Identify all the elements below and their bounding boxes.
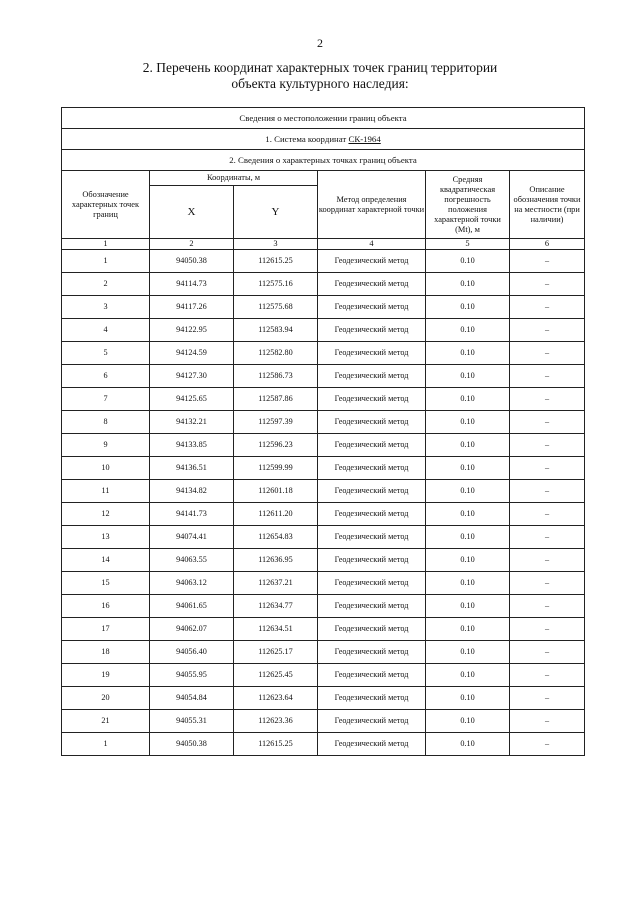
y-cell: 112599.99 — [234, 457, 318, 480]
coordinates-table — [61, 107, 585, 756]
description-cell: – — [510, 250, 585, 273]
description-cell: – — [510, 434, 585, 457]
description-cell: – — [510, 710, 585, 733]
x-cell: 94136.51 — [150, 457, 234, 480]
method-cell: Геодезический метод — [318, 342, 426, 365]
table-row — [62, 388, 585, 411]
y-cell: 112636.95 — [234, 549, 318, 572]
description-cell: – — [510, 503, 585, 526]
description-cell: – — [510, 319, 585, 342]
description-cell: – — [510, 733, 585, 756]
coordinate-system-value: СК-1964 — [348, 134, 381, 144]
method-cell: Геодезический метод — [318, 319, 426, 342]
column-number: 1 — [62, 239, 150, 250]
point-cell: 2 — [62, 273, 150, 296]
x-cell: 94063.12 — [150, 572, 234, 595]
x-cell: 94056.40 — [150, 641, 234, 664]
y-cell: 112625.17 — [234, 641, 318, 664]
y-cell: 112637.21 — [234, 572, 318, 595]
x-cell: 94055.31 — [150, 710, 234, 733]
header-description: Описание обозначения точки на местности (при наличии) — [510, 171, 585, 239]
error-cell: 0.10 — [426, 549, 510, 572]
point-cell: 14 — [62, 549, 150, 572]
y-cell: 112654.83 — [234, 526, 318, 549]
error-cell: 0.10 — [426, 687, 510, 710]
y-cell: 112582.80 — [234, 342, 318, 365]
point-cell: 5 — [62, 342, 150, 365]
error-cell: 0.10 — [426, 250, 510, 273]
error-cell: 0.10 — [426, 365, 510, 388]
point-cell: 18 — [62, 641, 150, 664]
table-row — [62, 733, 585, 756]
x-cell: 94074.41 — [150, 526, 234, 549]
point-cell: 8 — [62, 411, 150, 434]
error-cell: 0.10 — [426, 595, 510, 618]
point-cell: 16 — [62, 595, 150, 618]
method-cell: Геодезический метод — [318, 618, 426, 641]
description-cell: – — [510, 687, 585, 710]
description-cell: – — [510, 296, 585, 319]
point-cell: 15 — [62, 572, 150, 595]
error-cell: 0.10 — [426, 296, 510, 319]
method-cell: Геодезический метод — [318, 641, 426, 664]
error-cell: 0.10 — [426, 480, 510, 503]
method-cell: Геодезический метод — [318, 733, 426, 756]
point-cell: 19 — [62, 664, 150, 687]
error-cell: 0.10 — [426, 618, 510, 641]
x-cell: 94050.38 — [150, 733, 234, 756]
method-cell: Геодезический метод — [318, 572, 426, 595]
table-row — [62, 664, 585, 687]
column-number: 4 — [318, 239, 426, 250]
x-cell: 94062.07 — [150, 618, 234, 641]
error-cell: 0.10 — [426, 572, 510, 595]
point-cell: 20 — [62, 687, 150, 710]
error-cell: 0.10 — [426, 526, 510, 549]
point-cell: 6 — [62, 365, 150, 388]
x-cell: 94133.85 — [150, 434, 234, 457]
x-cell: 94061.65 — [150, 595, 234, 618]
point-cell: 11 — [62, 480, 150, 503]
method-cell: Геодезический метод — [318, 710, 426, 733]
table-row — [62, 319, 585, 342]
table-row — [62, 503, 585, 526]
table-row — [62, 411, 585, 434]
error-cell: 0.10 — [426, 319, 510, 342]
description-cell: – — [510, 388, 585, 411]
table-row — [62, 687, 585, 710]
table-row — [62, 273, 585, 296]
column-number: 5 — [426, 239, 510, 250]
error-cell: 0.10 — [426, 273, 510, 296]
error-cell: 0.10 — [426, 342, 510, 365]
description-cell: – — [510, 411, 585, 434]
description-cell: – — [510, 595, 585, 618]
description-cell: – — [510, 641, 585, 664]
error-cell: 0.10 — [426, 641, 510, 664]
y-cell: 112583.94 — [234, 319, 318, 342]
method-cell: Геодезический метод — [318, 595, 426, 618]
points-section-label: 2. Сведения о характерных точках границ объекта — [62, 150, 585, 171]
x-cell: 94122.95 — [150, 319, 234, 342]
x-cell: 94127.30 — [150, 365, 234, 388]
error-cell: 0.10 — [426, 664, 510, 687]
header-error: Средняя квадратическая погрешность положения характерной точки (Mt), м — [426, 171, 510, 239]
title-line-2: объекта культурного наследия: — [231, 76, 409, 91]
x-cell: 94063.55 — [150, 549, 234, 572]
table-row — [62, 549, 585, 572]
table-row — [62, 710, 585, 733]
page-number: 2 — [317, 36, 323, 50]
point-cell: 17 — [62, 618, 150, 641]
method-cell: Геодезический метод — [318, 296, 426, 319]
y-cell: 112625.45 — [234, 664, 318, 687]
title-line-1: 2. Перечень координат характерных точек границ территории — [142, 60, 498, 75]
description-cell: – — [510, 618, 585, 641]
y-cell: 112615.25 — [234, 733, 318, 756]
error-cell: 0.10 — [426, 457, 510, 480]
error-cell: 0.10 — [426, 503, 510, 526]
y-cell: 112601.18 — [234, 480, 318, 503]
x-cell: 94114.73 — [150, 273, 234, 296]
method-cell: Геодезический метод — [318, 549, 426, 572]
description-cell: – — [510, 480, 585, 503]
y-cell: 112611.20 — [234, 503, 318, 526]
table-row — [62, 296, 585, 319]
x-cell: 94141.73 — [150, 503, 234, 526]
x-cell: 94054.84 — [150, 687, 234, 710]
column-number: 3 — [234, 239, 318, 250]
point-cell: 21 — [62, 710, 150, 733]
method-cell: Геодезический метод — [318, 411, 426, 434]
header-method: Метод определения координат характерной точки — [318, 171, 426, 239]
method-cell: Геодезический метод — [318, 273, 426, 296]
y-cell: 112575.68 — [234, 296, 318, 319]
table-row — [62, 595, 585, 618]
x-cell: 94125.65 — [150, 388, 234, 411]
method-cell: Геодезический метод — [318, 480, 426, 503]
point-cell: 1 — [62, 733, 150, 756]
method-cell: Геодезический метод — [318, 388, 426, 411]
method-cell: Геодезический метод — [318, 434, 426, 457]
header-coordinates: Координаты, м — [150, 171, 318, 186]
method-cell: Геодезический метод — [318, 687, 426, 710]
method-cell: Геодезический метод — [318, 664, 426, 687]
point-cell: 12 — [62, 503, 150, 526]
header-y: Y — [234, 186, 318, 239]
column-number: 2 — [150, 239, 234, 250]
description-cell: – — [510, 664, 585, 687]
y-cell: 112596.23 — [234, 434, 318, 457]
description-cell: – — [510, 526, 585, 549]
table-row — [62, 526, 585, 549]
point-cell: 9 — [62, 434, 150, 457]
description-cell: – — [510, 273, 585, 296]
x-cell: 94134.82 — [150, 480, 234, 503]
description-cell: – — [510, 572, 585, 595]
x-cell: 94124.59 — [150, 342, 234, 365]
column-number-row — [62, 239, 585, 250]
coordinate-system-label: 1. Система координат — [265, 134, 347, 144]
point-cell: 3 — [62, 296, 150, 319]
table-row — [62, 365, 585, 388]
error-cell: 0.10 — [426, 733, 510, 756]
error-cell: 0.10 — [426, 388, 510, 411]
y-cell: 112634.51 — [234, 618, 318, 641]
x-cell: 94132.21 — [150, 411, 234, 434]
description-cell: – — [510, 549, 585, 572]
y-cell: 112634.77 — [234, 595, 318, 618]
error-cell: 0.10 — [426, 710, 510, 733]
y-cell: 112575.16 — [234, 273, 318, 296]
table-row — [62, 250, 585, 273]
table-row — [62, 572, 585, 595]
column-number: 6 — [510, 239, 585, 250]
coordinate-system-row — [62, 129, 585, 150]
point-cell: 10 — [62, 457, 150, 480]
description-cell: – — [510, 365, 585, 388]
y-cell: 112587.86 — [234, 388, 318, 411]
header-x: X — [150, 186, 234, 239]
point-cell: 7 — [62, 388, 150, 411]
y-cell: 112615.25 — [234, 250, 318, 273]
y-cell: 112623.36 — [234, 710, 318, 733]
table-row — [62, 618, 585, 641]
method-cell: Геодезический метод — [318, 526, 426, 549]
point-cell: 4 — [62, 319, 150, 342]
description-cell: – — [510, 457, 585, 480]
table-row — [62, 457, 585, 480]
point-cell: 1 — [62, 250, 150, 273]
table-row — [62, 641, 585, 664]
method-cell: Геодезический метод — [318, 457, 426, 480]
method-cell: Геодезический метод — [318, 365, 426, 388]
x-cell: 94055.95 — [150, 664, 234, 687]
x-cell: 94117.26 — [150, 296, 234, 319]
method-cell: Геодезический метод — [318, 250, 426, 273]
header-point: Обозначение характерных точек границ — [62, 171, 150, 239]
y-cell: 112586.73 — [234, 365, 318, 388]
error-cell: 0.10 — [426, 411, 510, 434]
table-row — [62, 342, 585, 365]
point-cell: 13 — [62, 526, 150, 549]
table-row — [62, 434, 585, 457]
section-title: Сведения о местоположении границ объекта — [62, 108, 585, 129]
error-cell: 0.10 — [426, 434, 510, 457]
y-cell: 112623.64 — [234, 687, 318, 710]
x-cell: 94050.38 — [150, 250, 234, 273]
table-row — [62, 480, 585, 503]
document-title — [120, 60, 520, 92]
description-cell: – — [510, 342, 585, 365]
y-cell: 112597.39 — [234, 411, 318, 434]
method-cell: Геодезический метод — [318, 503, 426, 526]
